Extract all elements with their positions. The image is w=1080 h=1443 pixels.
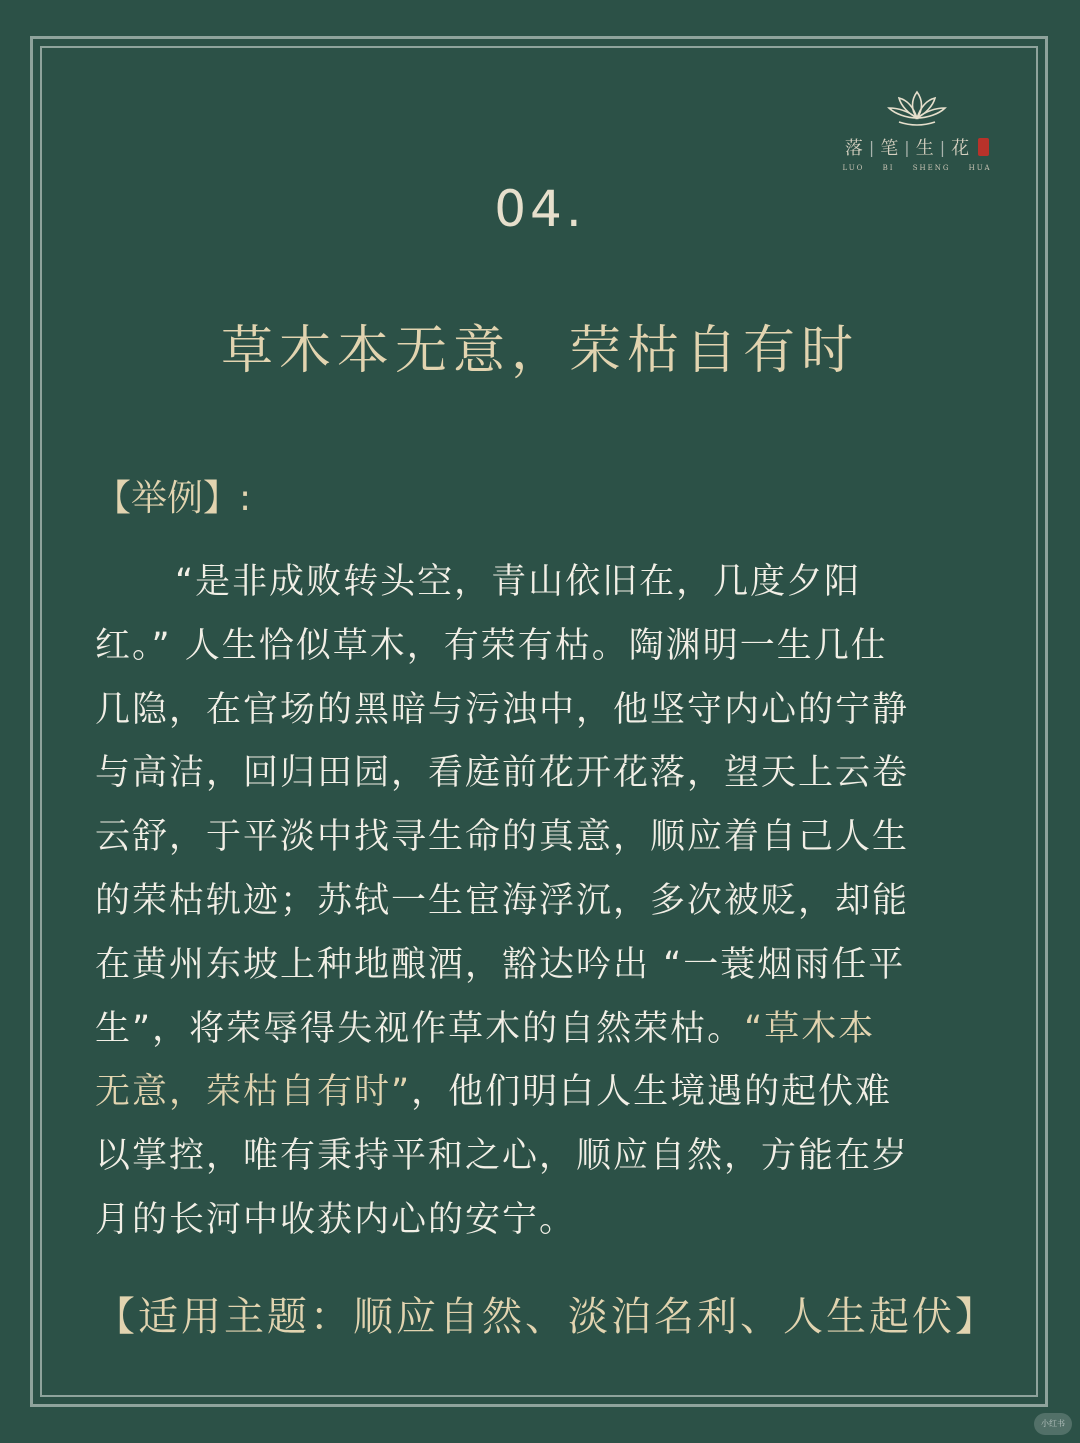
body-line: 的荣枯轨迹；苏轼一生宦海浮沉，多次被贬，却能 (95, 880, 910, 921)
logo-separator: | (904, 137, 910, 157)
highlighted-quote: “草木本 (744, 1008, 876, 1049)
watermark: 小红书 (1034, 1413, 1072, 1435)
section-number: 04. (494, 180, 586, 238)
body-segment: 生”，将荣辱得失视作草木的自然荣枯。 (95, 1008, 745, 1049)
page-title: 草木本无意，荣枯自有时 (220, 321, 859, 381)
body-line: 与高洁，回归田园，看庭前花开花落，望天上云卷 (95, 753, 910, 794)
body-segment: ，他们明白人生境遇的起伏难 (411, 1072, 893, 1113)
body-line (95, 998, 975, 1062)
body-line: 在黄州东坡上种地酿酒，豁达吟出 “一蓑烟雨任平 (95, 944, 906, 985)
body-text (95, 551, 975, 1253)
body-line: 云舒，于平淡中找寻生命的真意，顺应着自己人生 (95, 817, 910, 858)
body-line: 月的长河中收获内心的安宁。 (95, 1199, 577, 1240)
brand-logo (842, 88, 992, 183)
logo-separator: | (868, 137, 875, 157)
logo-separator: | (939, 137, 946, 157)
example-label: 【举例】: (95, 478, 252, 519)
logo-pinyin: LUO BI SHENG HUA (842, 164, 992, 172)
red-seal-icon (978, 138, 989, 156)
logo-wordmark (842, 134, 992, 160)
logo-char: 生 (915, 138, 934, 159)
lotus-icon (885, 88, 949, 128)
applicable-topics: 【适用主题：顺应自然、淡泊名利、人生起伏】 (95, 1294, 998, 1340)
logo-char: 笔 (880, 138, 899, 159)
highlighted-quote: 无意，荣枯自有时” (95, 1072, 412, 1113)
body-line: 以掌控，唯有秉持平和之心，顺应自然，方能在岁 (95, 1136, 910, 1177)
logo-char: 花 (951, 138, 970, 159)
body-line (95, 1061, 975, 1125)
body-line: 红。” 人生恰似草木，有荣有枯。陶渊明一生几仕 (95, 625, 888, 666)
body-line: “是非成败转头空，青山依旧在，几度夕阳 (175, 562, 862, 602)
logo-char: 落 (844, 138, 863, 159)
body-line: 几隐，在官场的黑暗与污浊中，他坚守内心的宁静 (95, 689, 910, 730)
